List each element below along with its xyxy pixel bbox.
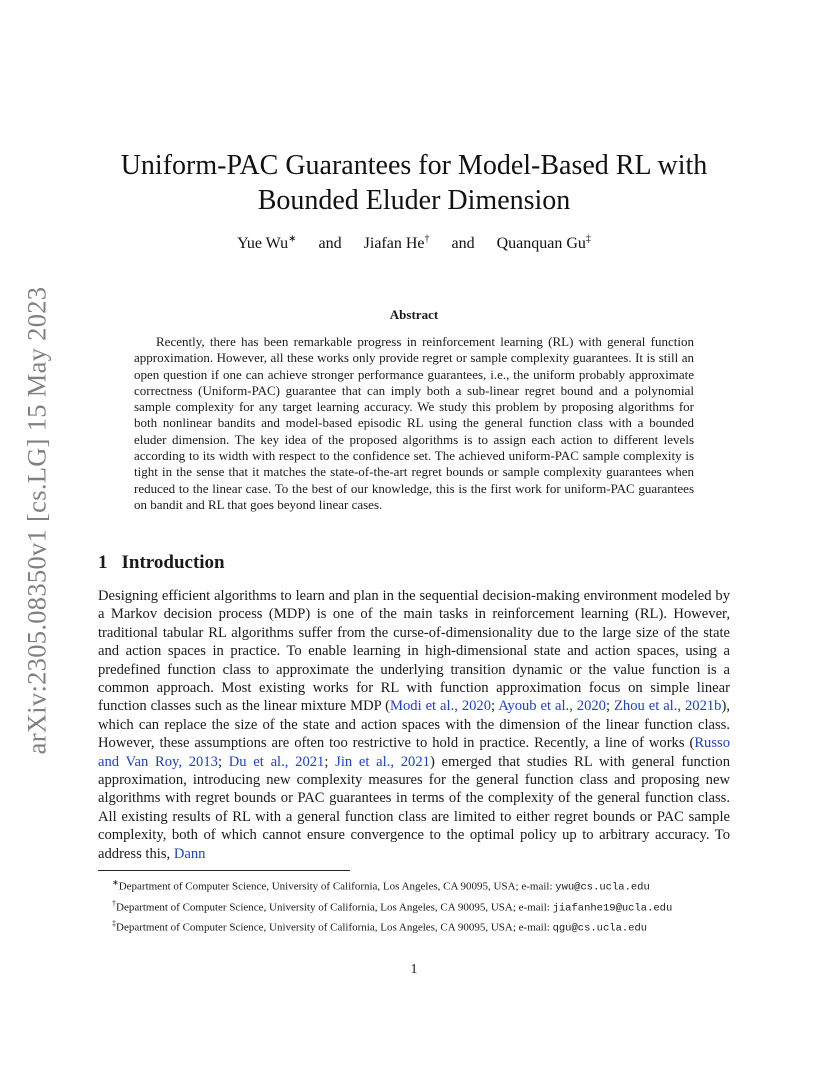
abstract-heading: Abstract (389, 307, 439, 322)
footnote-2 (98, 896, 730, 917)
footnote-text: Department of Computer Science, University of California, Los Angeles, CA 90095, USA; e-mail: (116, 921, 553, 934)
citation-link[interactable]: Ayoub et al., 2020 (498, 698, 606, 715)
footnote-mark: ∗ (112, 878, 119, 887)
arxiv-identifier-stamp (14, 275, 60, 765)
citation-link[interactable]: Zhou et al., 2021b (613, 698, 722, 715)
author-1-mark: ∗ (288, 234, 297, 245)
footnotes (98, 875, 730, 937)
footnote-email[interactable]: ywu@cs.ucla.edu (555, 881, 650, 894)
intro-text: ), which can replace the size of the state and action spaces with the dimension of the linear function class. However, these assumptions are often too restrictive to hold in practice. Recently, a line of works ( (98, 698, 730, 752)
page-number: 1 (410, 962, 418, 977)
footnote-divider (98, 870, 350, 871)
author-2 (364, 235, 430, 252)
footnote-1 (98, 875, 730, 896)
footnote-text: Department of Computer Science, University of California, Los Angeles, CA 90095, USA; e-mail: (118, 880, 556, 893)
intro-text: Designing efficient algorithms to learn and plan in the sequential decision-making environment modeled by a Markov decision process (MDP) is one of the main tasks in reinforcement learning (RL). However, traditional tabular RL algorithms suffer from the curse-of-dimensionality due to the large size of the state and action spaces in practice. To enable learning in high-dimensional state and action spaces, using a predefined function class to approximate the underlying transition dynamic or the value function is a common approach. Most existing works for RL with function approximation focus on simple linear function classes such as the linear mixture MDP ( (98, 588, 730, 715)
citation-link[interactable]: Russo and Van Roy, 2013 (98, 735, 730, 770)
footnote-email[interactable]: qgu@cs.ucla.edu (552, 922, 648, 935)
footnote-mark: † (112, 898, 116, 908)
citation-link[interactable]: Jin et al., 2021 (335, 753, 430, 770)
citation-separator: ; (217, 753, 229, 770)
author-1-name: Yue Wu (237, 235, 289, 253)
author-2-name: Jiafan He (363, 235, 425, 253)
paper-title (60, 148, 768, 218)
abstract-text: Recently, there has been remarkable progress in reinforcement learning (RL) with general function approximation. However, all these works only provide regret or sample complexity guarantees. It is still an open question if one can achieve stronger performance guarantees, i.e., the uniform probably approximate correctness (Uniform-PAC) guarantee that can imply both a sub-linear regret bound and a polynomial sample complexity for any target learning accuracy. We study this problem by proposing algorithms for both nonlinear bandits and model-based episodic RL using the general function class with a bounded eluder dimension. The key idea of the proposed algorithms is to assign each action to different levels according to its width with respect to the confidence set. The achieved uniform-PAC sample complexity is tight in the sense that it matches the state-of-the-art regret bounds or sample complexity guarantees when reduced to the linear case. To the best of our knowledge, this is the first work for uniform-PAC guarantees on bandit and RL that goes beyond linear cases. (134, 334, 694, 512)
author-3 (497, 235, 591, 252)
footnote-email[interactable]: jiafanhe19@ucla.edu (552, 902, 673, 915)
footnote-3 (98, 916, 730, 937)
citation-separator: ; (324, 753, 336, 770)
section-heading-introduction (98, 552, 225, 574)
author-3-mark: ‡ (585, 234, 591, 245)
author-3-name: Quanquan Gu (496, 235, 586, 253)
author-list (60, 234, 768, 253)
citation-separator: ; (491, 698, 499, 715)
title-line-1: Uniform-PAC Guarantees for Model-Based RL with (120, 150, 708, 181)
intro-text: ) emerged that studies RL with general function approximation, introducing new complexity measures for the general function class and proposing new algorithms with regret bounds or PAC guarantees in terms of the complexity of the general function class. All existing results of RL with a general function class are limited to either regret bounds or PAC sample complexity, both of which cannot ensure convergence to the optimal policy up to arbitrary accuracy. To address this, (98, 753, 730, 862)
introduction-paragraph (98, 587, 730, 863)
footnote-text: Department of Computer Science, University of California, Los Angeles, CA 90095, USA; e-mail: (116, 901, 553, 914)
citation-link[interactable]: Modi et al., 2020 (390, 698, 492, 715)
title-line-2: Bounded Eluder Dimension (257, 185, 571, 216)
author-2-mark: † (424, 234, 430, 245)
citation-link[interactable]: Dann (173, 845, 206, 862)
footnote-mark: ‡ (112, 919, 116, 929)
section-title: Introduction (121, 552, 225, 573)
arxiv-identifier-text: arXiv:2305.08350v1 [cs.LG] 15 May 2023 (21, 286, 52, 754)
author-separator: and (318, 235, 342, 253)
citation-separator: ; (605, 698, 614, 715)
citation-link[interactable]: Du et al., 2021 (228, 753, 325, 770)
section-number: 1 (98, 552, 108, 573)
author-1 (237, 235, 296, 252)
author-separator: and (451, 235, 475, 253)
